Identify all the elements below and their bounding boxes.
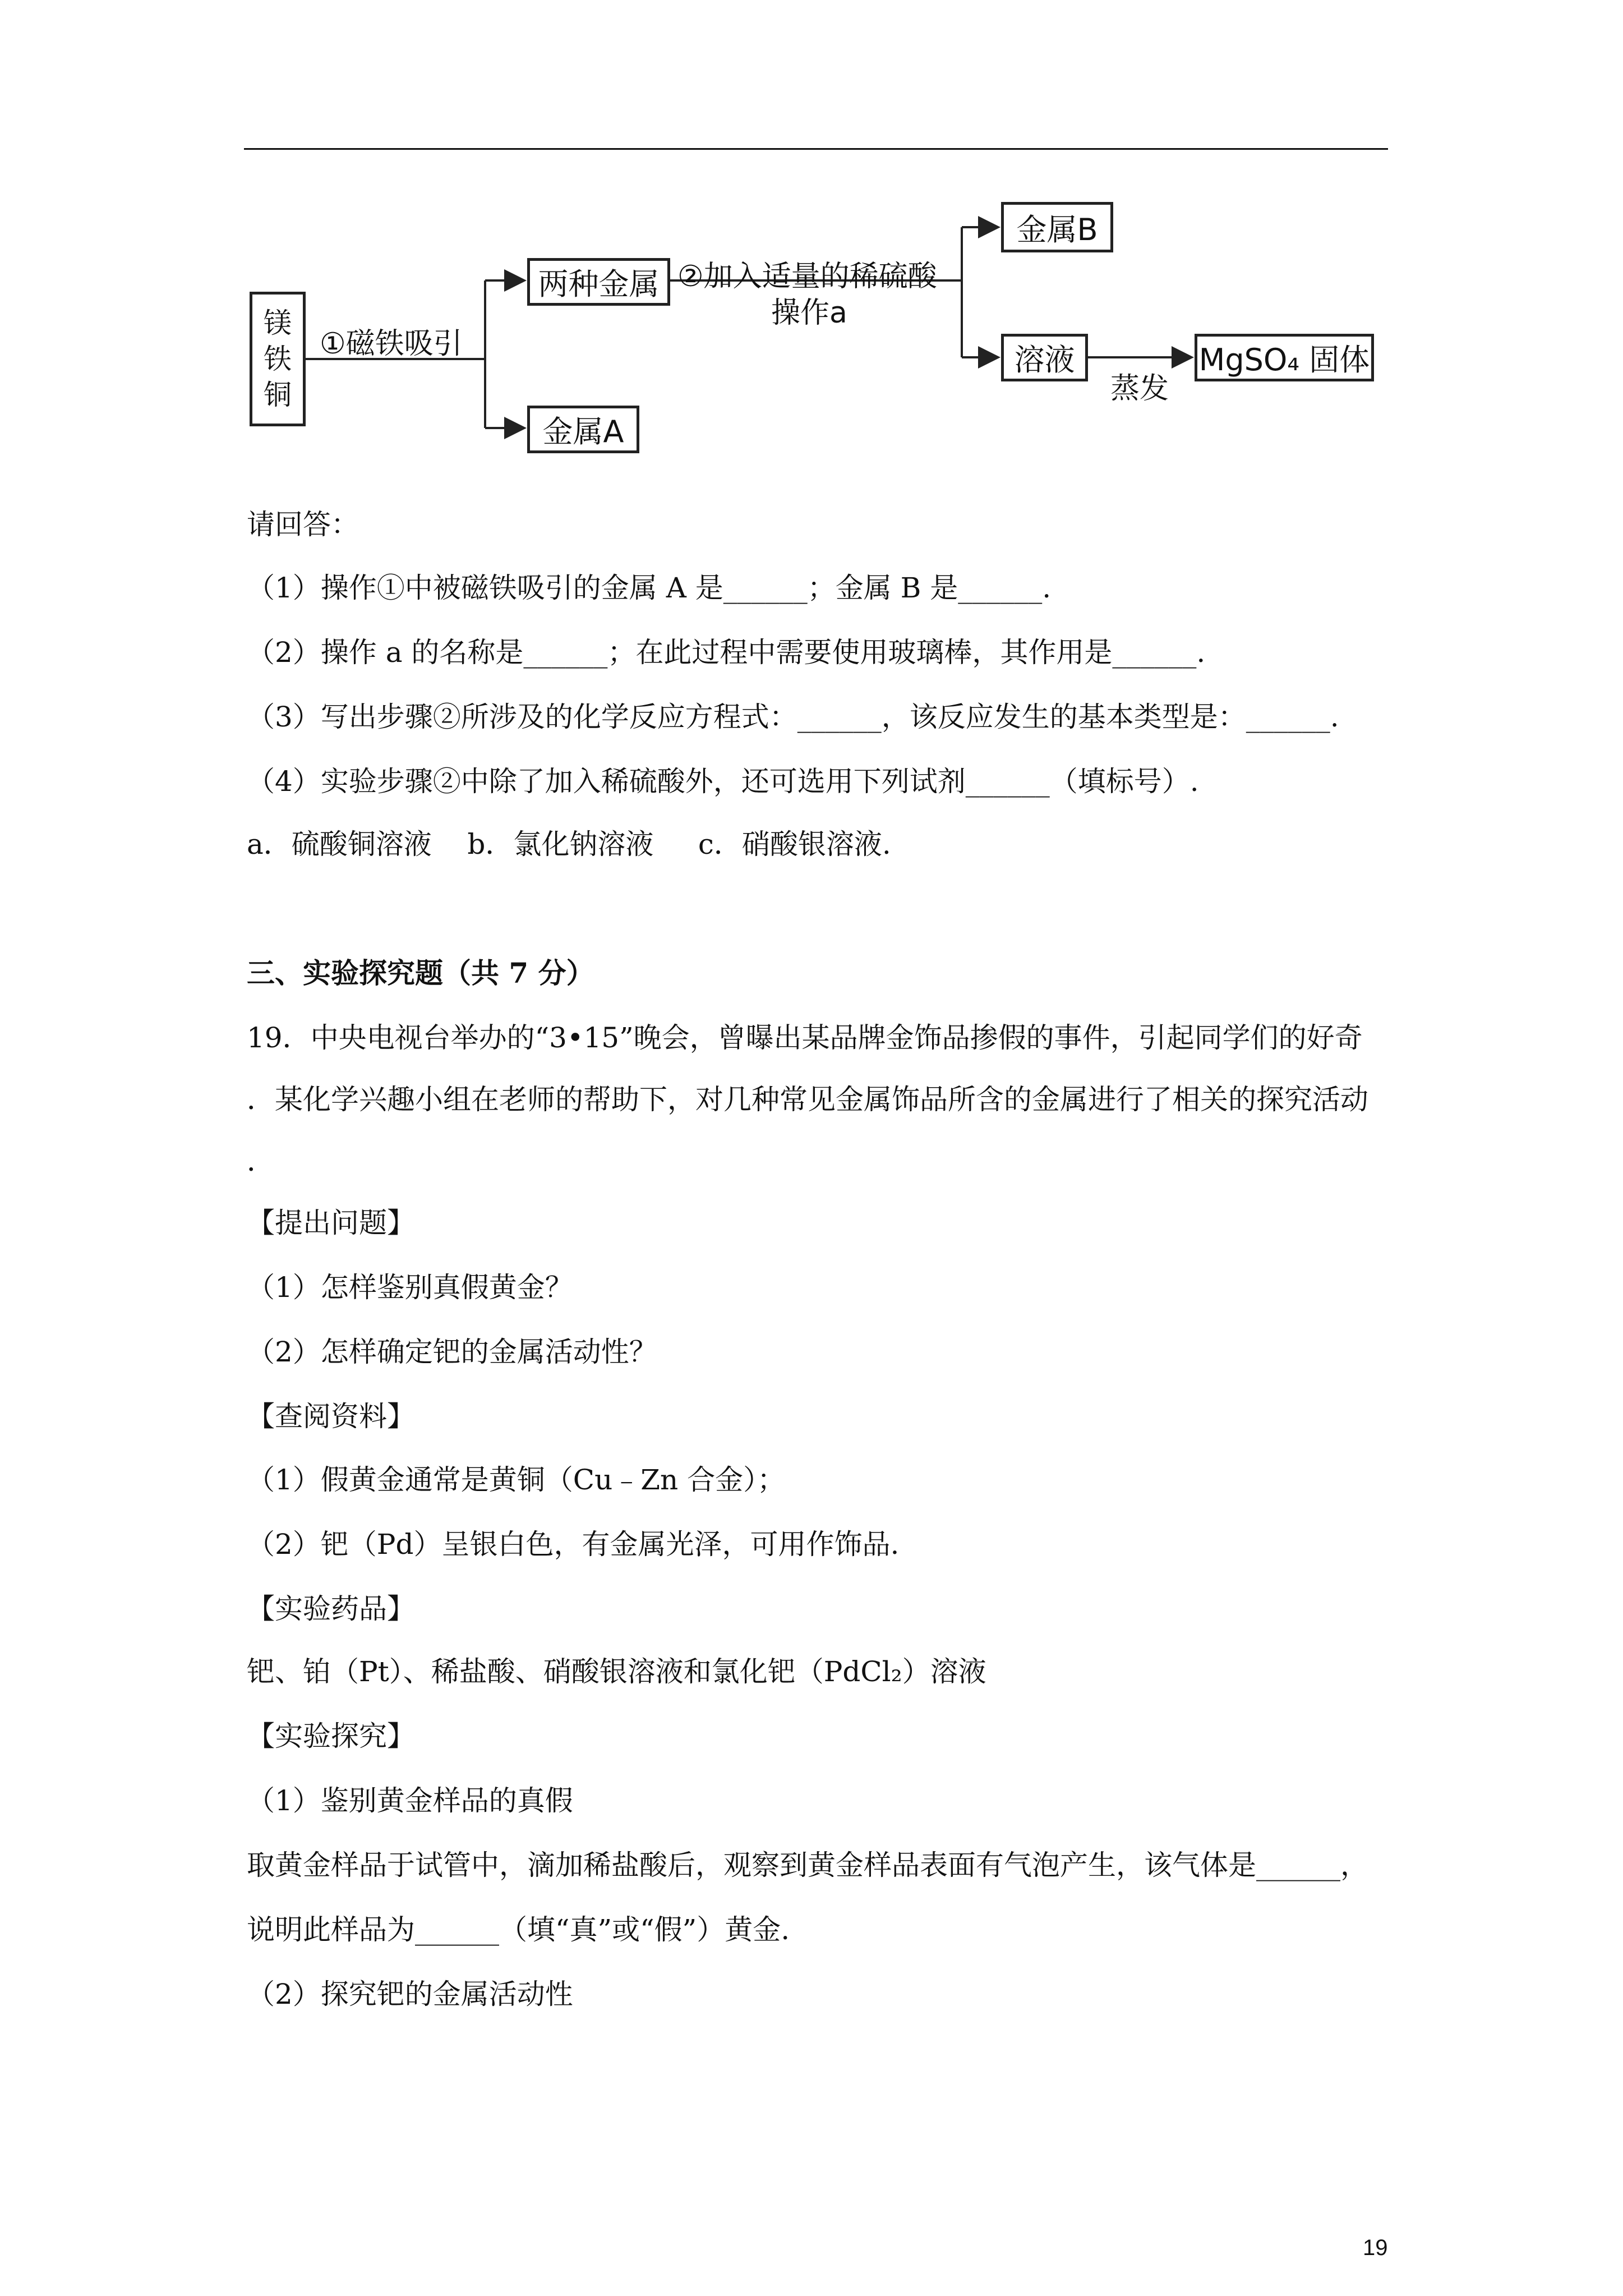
reference-2: （2）钯（Pd）呈银白色，有金属光泽，可用作饰品. [247, 1528, 900, 1561]
reference-1: （1）假黄金通常是黄铜（Cu﹣Zn 合金）； [247, 1464, 786, 1496]
two-metals-box: 两种金属 [527, 258, 670, 306]
header-rule [244, 148, 1388, 150]
step2-label: ②加入适量的稀硫酸 [677, 260, 937, 293]
heading-reagents: 【实验药品】 [247, 1593, 415, 1625]
experiment-1-title: （1）鉴别黄金样品的真假 [247, 1784, 573, 1817]
question-4-options: a．硫酸铜溶液 b．氯化钠溶液 c．硝酸银溶液. [247, 828, 891, 861]
start-box-mg-fe-cu [250, 292, 306, 426]
q19-line-3: ． [247, 1145, 275, 1177]
heading-reference: 【查阅资料】 [247, 1400, 415, 1433]
metal-a-box: 金属A [527, 406, 639, 453]
heading-raise-question: 【提出问题】 [247, 1207, 415, 1239]
mgso4-product-box: MgSO₄ 固体 [1195, 334, 1374, 381]
flow-diagram [247, 194, 1385, 460]
raise-question-2: （2）怎样确定钯的金属活动性？ [247, 1336, 657, 1368]
evaporate-label: 蒸发 [1110, 372, 1169, 406]
question-1: （1）操作①中被磁铁吸引的金属 A 是______；金属 B 是______. [247, 572, 1052, 604]
metal-b-box: 金属B [1001, 202, 1113, 252]
prompt-please-answer: 请回答： [247, 508, 359, 541]
question-3: （3）写出步骤②所涉及的化学反应方程式：______，该反应发生的基本类型是：______. [247, 701, 1339, 733]
raise-question-1: （1）怎样鉴别真假黄金？ [247, 1271, 573, 1304]
question-2: （2）操作 a 的名称是______；在此过程中需要使用玻璃棒，其作用是______. [247, 636, 1206, 669]
reagents-list: 钯、铂（Pt）、稀盐酸、硝酸银溶液和氯化钯（PdCl₂）溶液 [247, 1655, 986, 1688]
solution-box: 溶液 [1001, 334, 1088, 381]
step1-label: ①磁铁吸引 [320, 327, 463, 361]
experiment-2-title: （2）探究钯的金属活动性 [247, 1978, 573, 2010]
question-4: （4）实验步骤②中除了加入稀硫酸外，还可选用下列试剂______（填标号）. [247, 765, 1199, 798]
q19-line-1: 19．中央电视台举办的“3•15”晚会，曾曝出某品牌金饰品掺假的事件，引起同学们的好奇 [247, 1022, 1363, 1054]
operation-a-label: 操作a [771, 296, 847, 330]
heading-experiment: 【实验探究】 [247, 1720, 415, 1752]
experiment-1-line-2: 说明此样品为______（填“真”或“假”）黄金. [247, 1913, 790, 1946]
q19-line-2: ．某化学兴趣小组在老师的帮助下，对几种常见金属饰品所含的金属进行了相关的探究活动 [247, 1083, 1368, 1116]
page-number: 19 [1363, 2235, 1388, 2260]
section-heading-3: 三、实验探究题（共 7 分） [247, 956, 594, 990]
start-item-fe: 铁 [264, 343, 292, 375]
experiment-1-line-1: 取黄金样品于试管中，滴加稀盐酸后，观察到黄金样品表面有气泡产生，该气体是______， [247, 1849, 1368, 1881]
start-item-cu: 铜 [264, 379, 292, 411]
start-item-mg: 镁 [264, 307, 292, 339]
